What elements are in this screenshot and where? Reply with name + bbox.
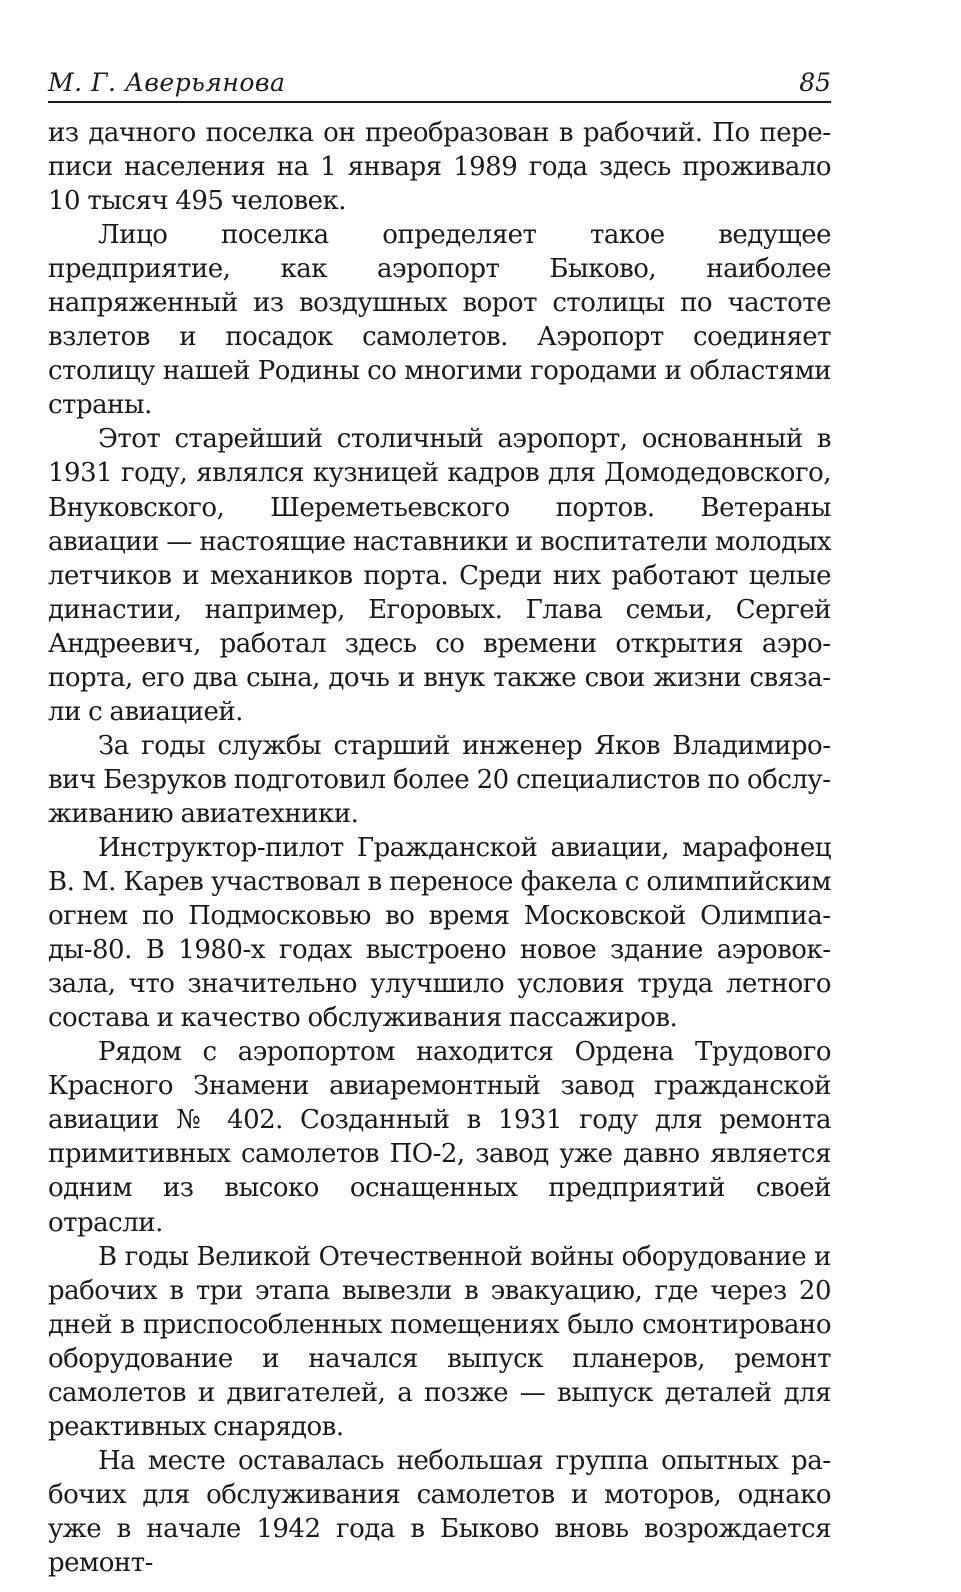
paragraph: Лицо поселка определяет такое ведущее предприятие, как аэропорт Быково, наиболее напряженный из воздушных ворот столицы по частоте взлетов и посадок самолетов. Аэропорт соединяет столицу нашей Родины со многими городами и областями страны.: [48, 220, 831, 421]
paragraph: Инструктор-пилот Гражданской авиации, марафонец В. М. Карев участвовал в переносе факела с олимпийским огнем по Подмосковью во время Московской Олимпиады-80. В 1980-х годах выстроено новое здание аэровокзала, что значительно улучшило условия труда летного состава и качество обслуживания пассажиров.: [48, 832, 831, 1034]
paragraph-continuation: из дачного поселка он преобразован в рабочий. По переписи населения на 1 января 1989 года здесь проживало 10 тысяч 495 человек.: [48, 118, 831, 217]
paragraph: Рядом с аэропортом находится Ордена Трудового Красного Знамени авиаремонтный завод гражданской авиации № 402. Созданный в 1931 году для ремонта примитивных самолетов ПО-2, завод уже давно является одним из высоко оснащенных предприятий своей отрасли.: [48, 1037, 831, 1238]
header-rule: [48, 101, 831, 103]
header-author: М. Г. Аверьянова: [48, 68, 286, 97]
paragraph: В годы Великой Отечественной войны оборудование и рабочих в три этапа вывезли в эвакуацию, где через 20 дней в приспособленных помещениях было смонтировано оборудование и начался выпуск планеров, ремонт самолетов и двигателей, а позже — выпуск деталей для реактивных снарядов.: [48, 1241, 831, 1442]
body-text: [48, 116, 831, 1580]
page-number: 85: [799, 68, 831, 97]
paragraph: На месте оставалась небольшая группа опытных рабочих для обслуживания самолетов и моторов, однако уже в начале 1942 года в Быково вновь возрождается ремонт-: [48, 1445, 831, 1578]
paragraph: За годы службы старший инженер Яков Владимирович Безруков подготовил более 20 специалистов по обслуживанию авиатехники.: [48, 730, 831, 829]
running-header: [48, 66, 831, 100]
paragraph: Этот старейший столичный аэропорт, основанный в 1931 году, являлся кузницей кадров для Домодедовского, Внуковского, Шереметьевского портов. Ветераны авиации — настоящие наставники и воспитатели молодых летчиков и механиков порта. Среди них работают целые династии, например, Егоровых. Глава семьи, Сергей Андреевич, работал здесь со времени открытия аэропорта, его два сына, дочь и внук также свои жизни связали с авиацией.: [48, 424, 831, 727]
